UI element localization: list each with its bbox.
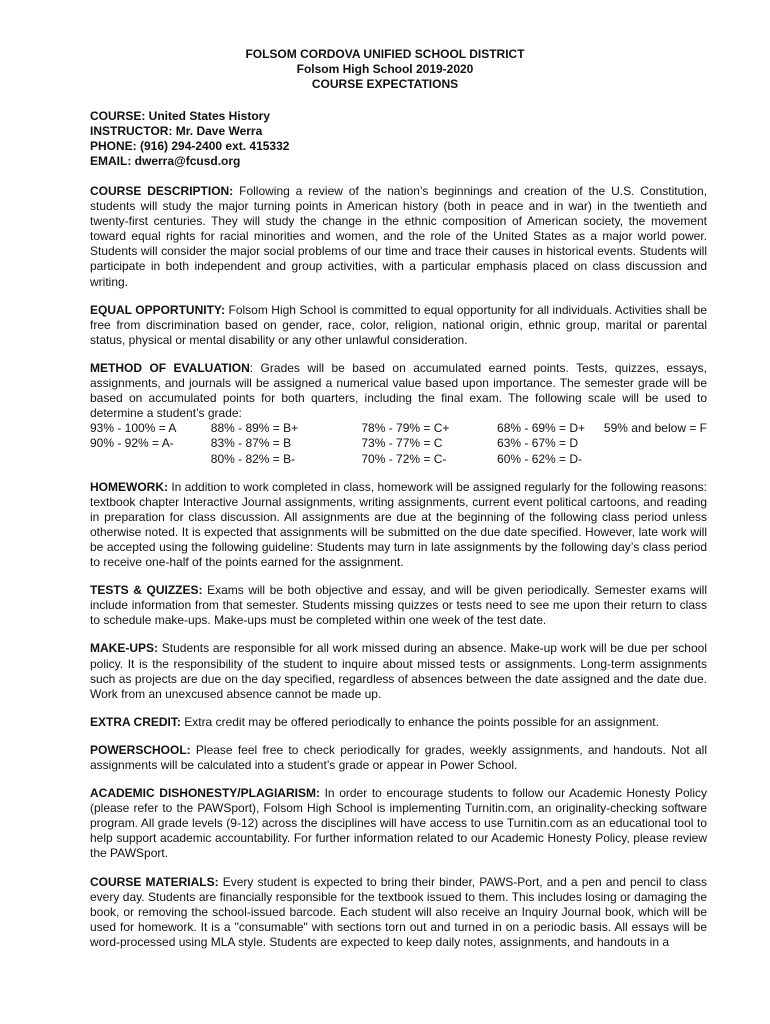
grade-cell: 63% - 67% = D — [497, 436, 579, 451]
school-year: Folsom High School 2019-2020 — [296, 62, 474, 76]
grade-cell: 80% - 82% = B- — [210, 451, 296, 466]
section-course-description — [90, 184, 707, 290]
section-text: Students are responsible for all work missed during an absence. Make-up work will be due per school policy. It is the responsibility of the student to inquire about missed tests or assignments. Long-term assignments such as projects are due on the day specified, regardless of absences between the date assigned and the date due. Work from an unexcused absence cannot be made up. — [90, 641, 707, 701]
section-make-ups — [90, 641, 707, 701]
section-tests-quizzes — [90, 583, 707, 628]
section-text: : Grades will be based on accumulated earned points. Tests, quizzes, essays, assignments, and journals will be assigned a numerical value based upon importance. The semester grade will be based on accumulated points for both quarters, including the final exam. The following scale will be used to determine a student’s grade: — [90, 360, 707, 421]
section-heading: POWERSCHOOL: — [90, 742, 191, 757]
section-heading: COURSE MATERIALS: — [90, 874, 219, 889]
document-title: COURSE EXPECTATIONS — [311, 77, 459, 91]
section-heading: TESTS & QUIZZES: — [90, 583, 203, 598]
grade-cell: 90% - 92% = A- — [90, 436, 174, 451]
section-text: Please feel free to check periodically for grades, weekly assignments, and handouts. Not all assignments will be calculated into a student’s grade or appear in Power School. — [90, 742, 707, 772]
grade-cell: 68% - 69% = D+ — [497, 421, 586, 436]
grade-cell: 70% - 72% = C- — [361, 451, 447, 466]
grade-row — [90, 452, 707, 467]
section-heading: METHOD OF EVALUATION — [90, 360, 250, 375]
section-heading: EQUAL OPPORTUNITY: — [90, 302, 226, 317]
section-text: Folsom High School is committed to equal opportunity for all individuals. Activities shall be free from discrimination based on gender, race, color, religion, national origin, ethnic group, marital or parental status, physical or mental disability or any other unlawful consideration. — [90, 302, 707, 347]
section-text: Extra credit may be offered periodically to enhance the points possible for an assignment. — [180, 714, 659, 729]
section-text: Every student is expected to bring their binder, PAWS-Port, and a pen and pencil to class every day. Students are financially responsible for the textbook issued to them. This includes losing or damaging the book, or removing the school-issued barcode. Each student will also receive an Inquiry Journal book, which will be used for homework. It is a "consumable" with sections torn out and turned in on a periodic basis. All essays will be word-processed using MLA style. Students are expected to keep daily notes, assignments, and handouts in a — [90, 874, 707, 949]
section-text: Following a review of the nation’s beginnings and creation of the U.S. Constitution, students will study the major turning points in American history (both in peace and in war) in the twentieth and twenty-first centuries. They will study the change in the ethnic composition of American society, the movement toward equal rights for racial minorities and women, and the role of the United States as a major world power. Students will consider the major social problems of our time and trace their causes in historical events. Students will participate in both independent and group activities, with a particular emphasis placed on class discussion and writing. — [90, 184, 707, 289]
section-extra-credit — [90, 715, 707, 730]
grade-cell: 88% - 89% = B+ — [210, 421, 299, 436]
instructor-line: INSTRUCTOR: Mr. Dave Werra — [90, 124, 263, 138]
grade-cell: 83% - 87% = B — [210, 436, 292, 451]
grade-row — [90, 421, 707, 436]
district-name: FOLSOM CORDOVA UNIFIED SCHOOL DISTRICT — [245, 47, 525, 61]
phone-line: PHONE: (916) 294-2400 ext. 415332 — [90, 139, 290, 153]
grade-cell: 60% - 62% = D- — [497, 451, 583, 466]
grade-cell: 59% and below = F — [603, 421, 707, 436]
section-heading: ACADEMIC DISHONESTY/PLAGIARISM: — [90, 786, 320, 801]
grade-cell — [604, 436, 707, 451]
section-text: Exams will be both objective and essay, and will be given periodically. Semester exams will include information from that semester. Students missing quizzes or tests need to see me upon their return to class to schedule make-ups. Make-ups must be completed within one week of the test date. — [90, 583, 707, 628]
section-heading: COURSE DESCRIPTION: — [90, 184, 234, 198]
grade-cell: 73% - 77% = C — [361, 436, 443, 451]
course-info — [90, 109, 289, 169]
section-equal-opportunity — [90, 303, 707, 348]
document-header — [0, 47, 770, 92]
grade-cell — [604, 452, 707, 467]
section-method-of-evaluation — [90, 361, 707, 421]
section-heading: HOMEWORK: — [90, 479, 168, 494]
course-line: COURSE: United States History — [90, 109, 271, 123]
section-heading: MAKE-UPS: — [90, 641, 158, 656]
section-academic-dishonesty — [90, 786, 707, 861]
grade-cell — [90, 452, 211, 467]
section-homework — [90, 480, 707, 571]
grade-cell: 78% - 79% = C+ — [361, 421, 450, 436]
grade-scale-table — [90, 421, 707, 466]
email-line: EMAIL: dwerra@fcusd.org — [90, 154, 241, 168]
document-body — [90, 184, 707, 963]
grade-cell: 93% - 100% = A — [90, 421, 177, 436]
section-text: In order to encourage students to follow our Academic Honesty Policy (please refer to the PAWSport), Folsom High School is implementing Turnitin.com, an originality-checking software program. All grade levels (9-12) across the disciplines will have access to use Turnitin.com as an educational tool to help support academic accountability. For further information related to our Academic Honesty Policy, please review the PAWSport. — [90, 786, 707, 861]
grade-row — [90, 436, 707, 451]
section-heading: EXTRA CREDIT: — [90, 714, 181, 729]
section-text: In addition to work completed in class, homework will be assigned regularly for the following reasons: textbook chapter Interactive Journal assignments, writing assignments, current event political cartoons, and reading in preparation for class discussion. All assignments are due at the beginning of the following class period unless otherwise noted. It is expected that assignments will be submitted on the due date specified. However, late work will be accepted using the following guideline: Students may turn in late assignments by the following day’s class period to receive one-half of the points earned for the assignment. — [90, 479, 707, 570]
section-powerschool — [90, 743, 707, 773]
section-course-materials — [90, 875, 707, 950]
